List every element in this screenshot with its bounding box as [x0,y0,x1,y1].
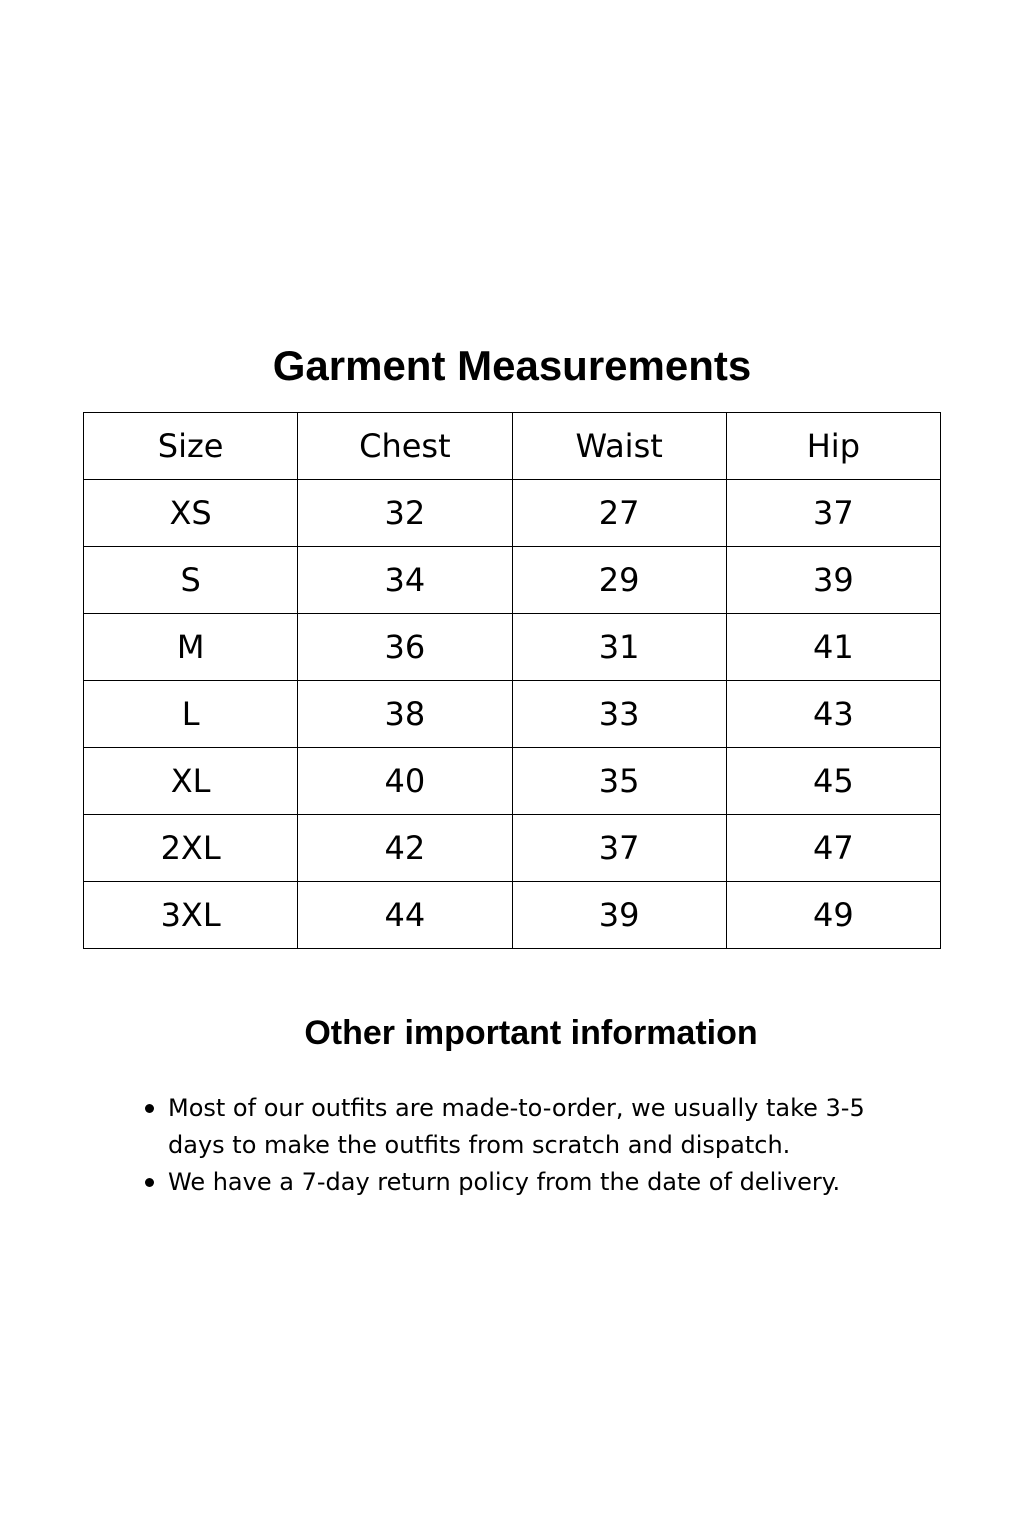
table-row [84,882,941,949]
bullet-icon [145,1178,154,1187]
cell-waist: 37 [512,815,726,882]
cell-hip: 39 [726,547,940,614]
list-item [145,1090,905,1164]
cell-chest: 36 [298,614,512,681]
list-item [145,1164,905,1201]
cell-chest: 32 [298,480,512,547]
header-waist: Waist [512,413,726,480]
cell-hip: 47 [726,815,940,882]
header-chest: Chest [298,413,512,480]
list-item-text: Most of our outfits are made-to-order, we usually take 3-5 days to make the outfits from scratch and dispatch. [168,1094,865,1159]
cell-chest: 38 [298,681,512,748]
info-heading: Other important information [304,1014,758,1052]
header-hip: Hip [726,413,940,480]
table-row [84,681,941,748]
cell-size: XS [84,480,298,547]
table-header-row [84,413,941,480]
cell-size: S [84,547,298,614]
cell-hip: 41 [726,614,940,681]
cell-size: M [84,614,298,681]
bullet-icon [145,1104,154,1113]
cell-hip: 49 [726,882,940,949]
cell-size: 3XL [84,882,298,949]
table-row [84,480,941,547]
cell-size: XL [84,748,298,815]
cell-waist: 33 [512,681,726,748]
cell-waist: 29 [512,547,726,614]
table-row [84,815,941,882]
size-chart-table [83,412,941,949]
table-row [84,748,941,815]
info-list [145,1090,905,1201]
page-title: Garment Measurements [272,342,752,389]
cell-chest: 34 [298,547,512,614]
table-row [84,614,941,681]
list-item-text: We have a 7-day return policy from the date of delivery. [168,1168,841,1196]
cell-hip: 45 [726,748,940,815]
cell-chest: 40 [298,748,512,815]
cell-waist: 39 [512,882,726,949]
cell-size: 2XL [84,815,298,882]
cell-waist: 31 [512,614,726,681]
header-size: Size [84,413,298,480]
cell-size: L [84,681,298,748]
cell-hip: 37 [726,480,940,547]
cell-waist: 35 [512,748,726,815]
table-row [84,547,941,614]
cell-hip: 43 [726,681,940,748]
cell-chest: 44 [298,882,512,949]
cell-chest: 42 [298,815,512,882]
cell-waist: 27 [512,480,726,547]
